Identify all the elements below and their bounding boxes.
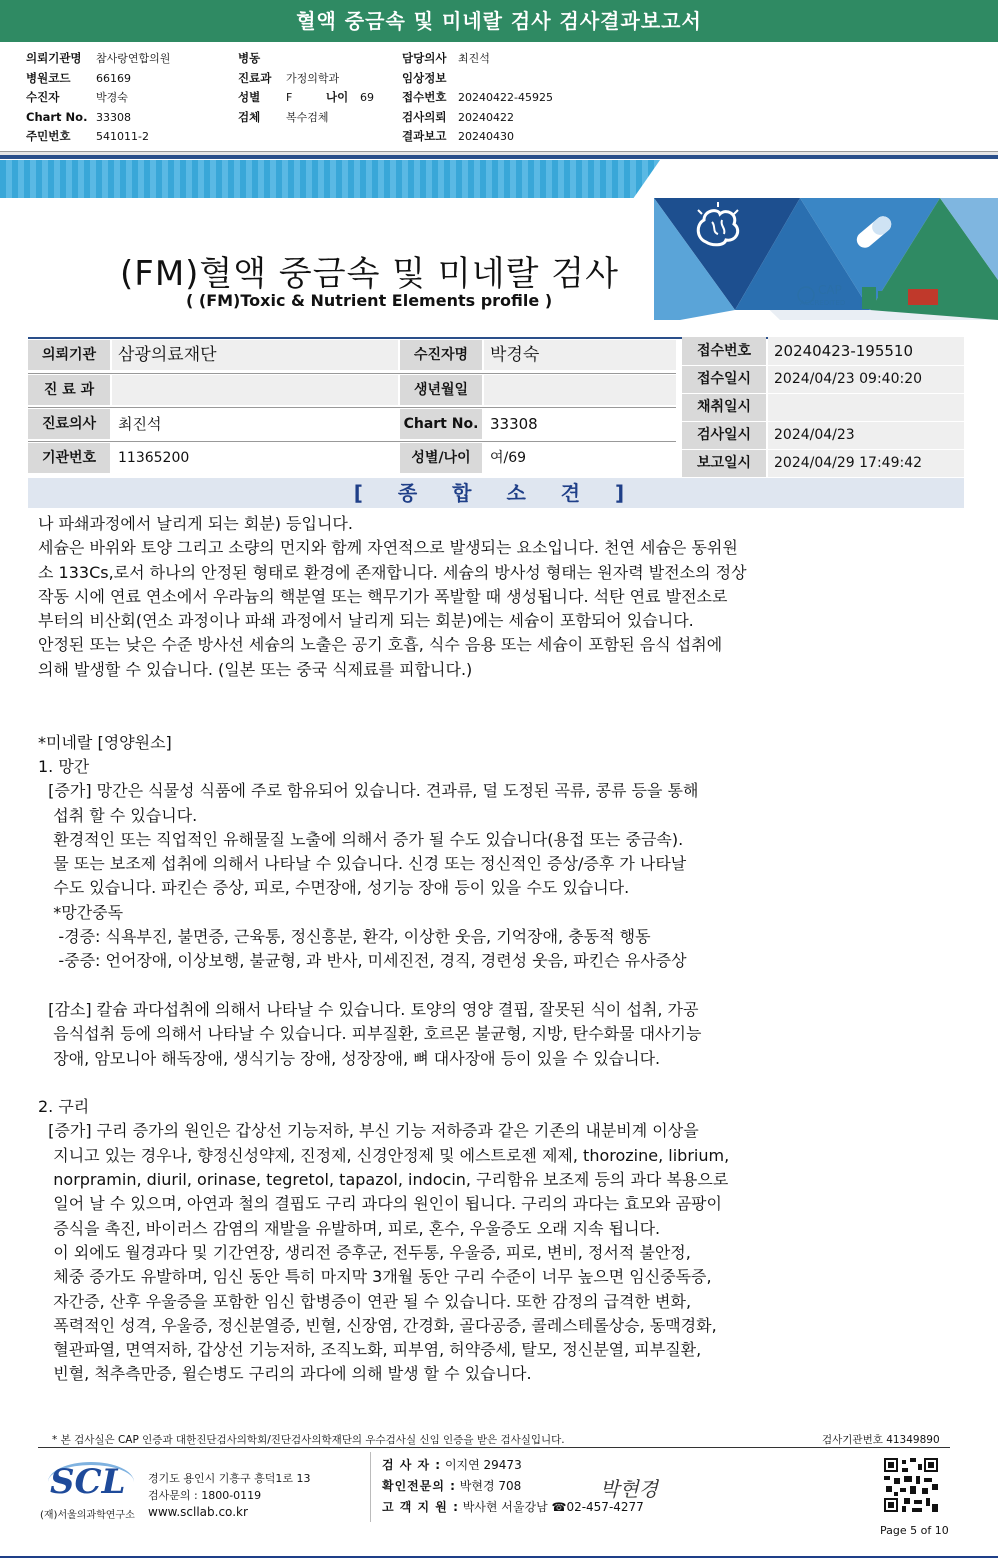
header-col3	[402, 48, 553, 146]
header-label: 접수번호	[402, 90, 447, 104]
examiner-label: 검 사 자 :	[382, 1458, 442, 1472]
signature: 박현경	[600, 1477, 658, 1501]
recno-value: 20240423-195510	[768, 337, 964, 365]
body-line: 소 133Cs,로서 하나의 안정된 형태로 환경에 존재합니다. 세슘의 방사성 형태는 원자력 발전소의 정상	[38, 562, 747, 582]
lab-address-block	[148, 1470, 311, 1521]
body-line: 물 또는 보조제 섭취에 의해서 나타날 수 있습니다. 신경 또는 정신적인 증상/증후 가 나타날	[38, 854, 687, 874]
body-line	[38, 682, 918, 706]
doctor-value: 최진석	[112, 409, 398, 439]
footer-divider	[38, 1447, 950, 1448]
body-line: 섭취 할 수 있습니다.	[38, 805, 198, 825]
body-line: 체중 증가도 유발하며, 임신 동안 특히 마지막 3개월 동안 구리 수준이 너무 높으면 임신중독증,	[38, 1267, 712, 1287]
lab-name: (재)서울의과학연구소	[40, 1510, 135, 1521]
body-line: -경증: 식욕부진, 불면증, 근육통, 정신흥분, 환각, 이상한 웃음, 기억장애, 충동적 행동	[38, 927, 651, 947]
test-label: 검사일시	[682, 422, 766, 449]
chart-label: Chart No.	[400, 409, 482, 439]
body-line: 음식섭취 등에 의해서 나타날 수 있습니다. 피부질환, 호르몬 불균형, 지방, 탄수화물 대사기능	[38, 1024, 702, 1044]
patient-value: 박경숙	[484, 340, 676, 370]
body-line: [증가] 구리 증가의 원인은 갑상선 기능저하, 부신 기능 저하증과 같은 기존의 내분비계 이상을	[38, 1121, 699, 1141]
row-divider	[28, 373, 676, 374]
dob-label: 생년월일	[400, 375, 482, 405]
page-title: (FM)혈액 중금속 및 미네랄 검사	[120, 254, 619, 294]
report-label: 보고일시	[682, 450, 766, 477]
recno-label: 접수번호	[682, 337, 766, 365]
header-label: 병동	[238, 51, 261, 65]
qr-code-icon	[884, 1458, 938, 1512]
page-subtitle: ( (FM)Toxic & Nutrient Elements profile )	[186, 291, 553, 310]
header-col1	[26, 48, 170, 146]
report-value: 2024/04/29 17:49:42	[768, 450, 964, 477]
header-label: 의뢰기관명	[26, 51, 82, 65]
row-divider	[28, 407, 676, 408]
body-line: *미네랄 [영양원소]	[38, 732, 172, 752]
header-label: 임상정보	[402, 70, 447, 85]
patient-label: 수진자명	[400, 340, 482, 370]
body-line: norpramin, diuril, orinase, tegretol, tapazol, indocin, 구리함유 보조제 등의 과다 복용으로	[38, 1170, 729, 1190]
header-label: 진료과	[238, 70, 272, 85]
doctor-label: 진료의사	[28, 409, 110, 439]
header-label: 병원코드	[26, 70, 71, 85]
body-line: [감소] 칼슘 과다섭취에 의해서 나타날 수 있습니다. 토양의 영양 결핍, 잘못된 식이 섭취, 가공	[38, 999, 699, 1019]
brain-icon	[692, 202, 744, 252]
header-value: 가정의학과	[286, 71, 340, 85]
header-value: 최진석	[458, 52, 490, 65]
scl-logo: SCL	[50, 1462, 126, 1502]
report-title-bar: 혈액 중금속 및 미네랄 검사 검사결과보고서	[0, 0, 998, 42]
body-line: 자간증, 산후 우울증을 포함한 임신 합병증이 연관 될 수 있습니다. 또한 감정의 급격한 변화,	[38, 1291, 692, 1311]
body-line: 지니고 있는 경우나, 향정신성약제, 진정제, 신경안정제 및 에스트로젠 제제, thorozine, librium,	[38, 1145, 730, 1165]
body-line: 1. 망간	[38, 756, 90, 776]
header-label: 결과보고	[402, 129, 447, 143]
header-value: 박경숙	[96, 91, 128, 104]
footer-vertical-divider	[370, 1452, 371, 1522]
header-label: 검체	[238, 109, 261, 124]
header-value: 33308	[96, 110, 131, 124]
body-line: 안정된 또는 낮은 수준 방사선 세슘의 노출은 공기 호흡, 식수 음용 또는 세슘이 포함된 음식 섭취에	[38, 635, 723, 655]
header-value: 66169	[96, 71, 131, 85]
body-line: 의해 발생할 수 있습니다. (일본 또는 중국 식제료를 피합니다.)	[38, 659, 473, 679]
header-value: 20240430	[458, 130, 514, 143]
body-line: 증식을 촉진, 바이러스 감염의 재발을 유발하며, 피로, 혼수, 우울증도 오래 지속 됩니다.	[38, 1218, 661, 1238]
body-line: 혈관파열, 면역저하, 갑상선 기능저하, 조직노화, 피부염, 허약증세, 탈모, 정신분열, 피부질환,	[38, 1340, 702, 1360]
header-label: 나이	[326, 90, 349, 104]
header-value: 541011-2	[96, 130, 149, 143]
body-line: 환경적인 또는 직업적인 유해물질 노출에 의해서 증가 될 수도 있습니다(용접 또는 중금속).	[38, 829, 684, 849]
sexage-label: 성별/나이	[400, 443, 482, 473]
body-line: 나 파쇄과정에서 날리게 되는 회분) 등입니다.	[38, 514, 353, 533]
header-value: 참사랑연합의원	[96, 52, 171, 65]
header-divider	[0, 151, 998, 159]
header-label: 성별	[238, 90, 261, 104]
collect-label: 채취일시	[682, 394, 766, 421]
bottom-border	[0, 1556, 998, 1558]
sexage-value: 여/69	[484, 443, 676, 473]
header-label: Chart No.	[26, 109, 88, 124]
body-line	[38, 706, 918, 730]
examiner-value: 이지연 29473	[444, 1458, 522, 1472]
header-label: 주민번호	[26, 129, 71, 143]
body-line	[38, 1071, 918, 1095]
header-col2	[238, 48, 374, 126]
collect-value	[768, 394, 964, 421]
lab-website[interactable]: www.scllab.co.kr	[148, 1505, 248, 1519]
org-label: 의뢰기관	[28, 340, 110, 370]
inst-value: 11365200	[112, 443, 398, 473]
test-value: 2024/04/23	[768, 422, 964, 449]
body-line: -중증: 언어장애, 이상보행, 불균형, 과 반사, 미세진전, 경직, 경련성 웃음, 파킨슨 유사증상	[38, 951, 687, 971]
body-line: 수도 있습니다. 파킨슨 증상, 피로, 수면장애, 성기능 장애 등이 있을 수도 있습니다.	[38, 878, 630, 898]
header-value: 69	[360, 91, 374, 104]
lab-address: 경기도 용인시 기흥구 흥덕1로 13	[148, 1472, 311, 1485]
lab-phone: 검사문의 : 1800-0119	[148, 1489, 262, 1502]
header-label: 담당의사	[402, 51, 447, 65]
dept-value	[112, 375, 398, 405]
row-divider	[28, 441, 676, 442]
support-label: 고 객 지 원 :	[382, 1500, 459, 1514]
support-value: 박사현 서울강남 ☎02-457-4277	[462, 1500, 644, 1514]
accreditation-note: * 본 검사실은 CAP 인증과 대한진단검사의학회/진단검사의학재단의 우수검사실 신임 인증을 받은 검사실입니다.	[52, 1434, 565, 1446]
body-line: 빈혈, 척추측만증, 윌슨병도 구리의 과다에 의해 발생 할 수 있습니다.	[38, 1364, 532, 1384]
chart-value: 33308	[484, 409, 676, 439]
body-line	[38, 974, 918, 998]
dob-value	[484, 375, 676, 405]
body-line: 부터의 비산회(연소 과정이나 파쇄 과정에서 날리게 되는 회분)에는 세슘이 포함되어 있습니다.	[38, 611, 694, 631]
body-line: 장애, 암모니아 해독장애, 생식기능 장애, 성장장애, 뼈 대사장애 등이 있을 수 있습니다.	[38, 1048, 661, 1068]
summary-title: [ 종 합 소 견 ]	[28, 478, 964, 508]
recdate-value: 2024/04/23 09:40:20	[768, 366, 964, 393]
header-value: 복수검체	[286, 110, 329, 124]
specialist-label: 확인전문의 :	[382, 1479, 456, 1493]
page-number: Page 5 of 10	[880, 1524, 949, 1537]
body-line: *망간중독	[38, 902, 124, 922]
header-value: 20240422	[458, 110, 514, 124]
patient-info-table	[28, 337, 964, 477]
body-line: 작동 시에 연료 연소에서 우라늄의 핵분열 또는 핵무기가 폭발할 때 생성됩니다. 석탄 연료 발전소로	[38, 586, 728, 606]
header-label: 수진자	[26, 90, 60, 104]
specialist-value: 박현경 708	[459, 1479, 522, 1493]
body-line: [증가] 망간은 식물성 식품에 주로 함유되어 있습니다. 견과류, 덜 도정된 곡류, 콩류 등을 통해	[38, 781, 699, 801]
header-value: F	[286, 91, 293, 104]
recdate-label: 접수일시	[682, 366, 766, 393]
body-line: 일어 날 수 있으며, 아연과 철의 결핍도 구리 과다의 원인이 됩니다. 구리의 과다는 효모와 곰팡이	[38, 1194, 722, 1214]
inst-label: 기관번호	[28, 443, 110, 473]
org-value: 삼광의료재단	[112, 340, 398, 370]
body-line: 세슘은 바위와 토양 그리고 소량의 먼지와 함께 자연적으로 발생되는 요소입니다. 천연 세슘은 동위원	[38, 538, 738, 558]
body-line: 폭력적인 성격, 우울증, 정신분열증, 빈혈, 신장염, 간경화, 골다공증, 콜레스테롤상승, 동맥경화,	[38, 1315, 717, 1335]
body-line: 2. 구리	[38, 1097, 90, 1117]
summary-body	[38, 512, 918, 1387]
cap-logo-sub: ACCREDITED	[800, 299, 846, 307]
header-label: 검사의뢰	[402, 109, 447, 124]
dept-label: 진 료 과	[28, 375, 110, 405]
pill-icon	[850, 210, 898, 254]
lab-number: 검사기관번호 41349890	[822, 1434, 940, 1446]
body-line: 이 외에도 월경과다 및 기간연장, 생리전 증후군, 전두통, 우울증, 피로, 변비, 정서적 불안정,	[38, 1242, 691, 1262]
header-value: 20240422-45925	[458, 91, 553, 104]
cap-logo-text: CAP	[818, 283, 842, 297]
